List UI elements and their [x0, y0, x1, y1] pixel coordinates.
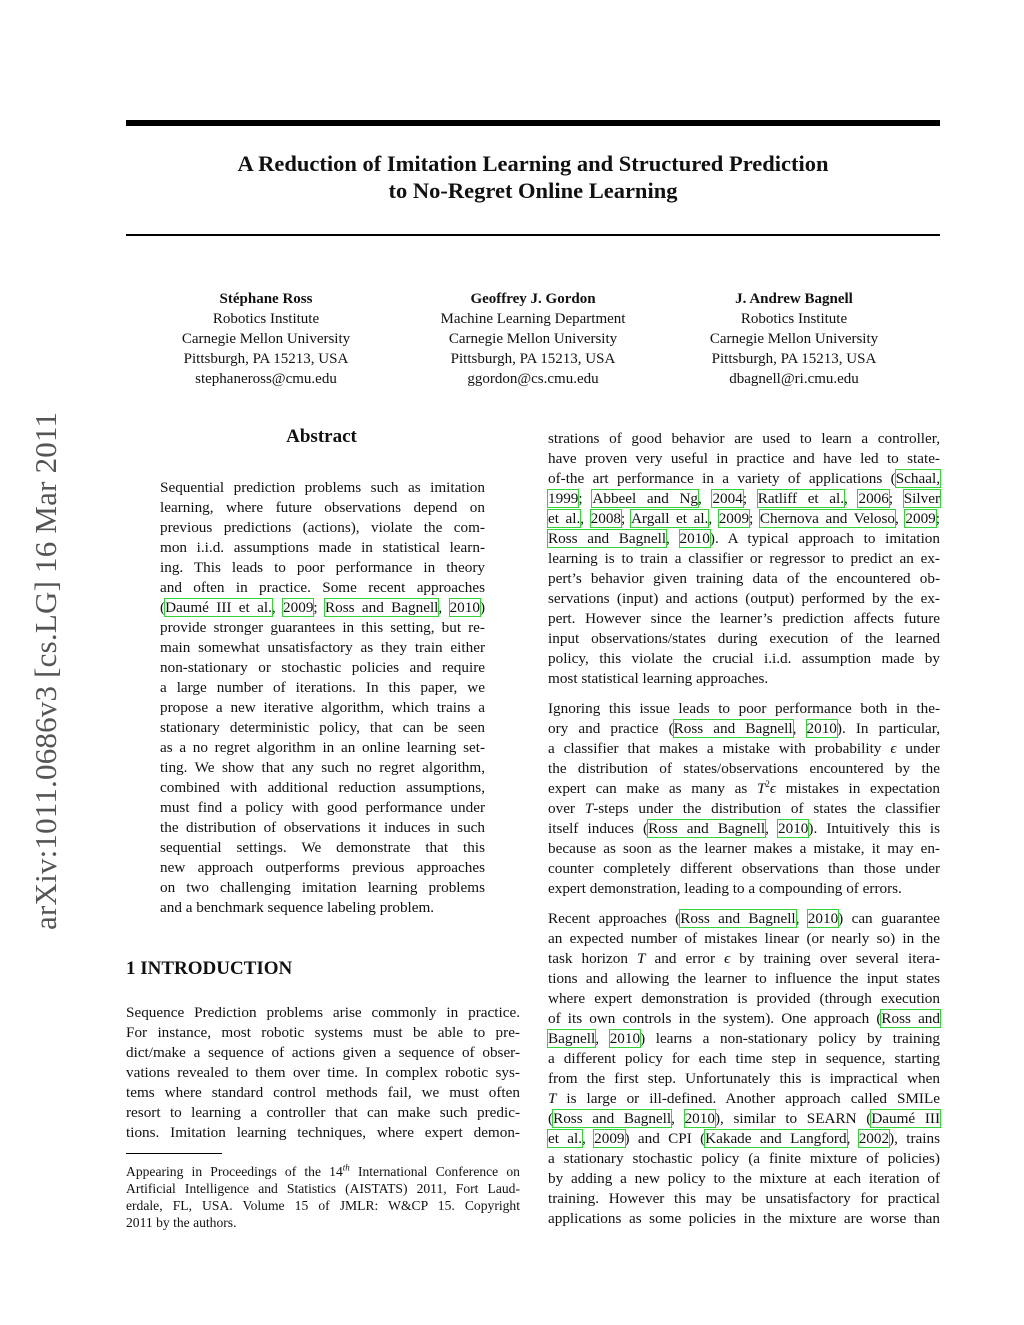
arxiv-identifier: arXiv:1011.0686v3 [cs.LG] 16 Mar 2011	[28, 411, 63, 930]
citation-link[interactable]: 2010	[684, 1110, 715, 1127]
abstract-line: combined with additional reduction assumptions,	[160, 779, 485, 796]
author-dept: Robotics Institute	[740, 311, 848, 327]
body-line: counter completely different observations than those under	[548, 860, 940, 877]
abstract-line: previous predictions (actions), violate the com-	[160, 519, 485, 536]
body-line: Ross and Bagnell, 2010). A typical approach to imitation	[548, 530, 940, 547]
body-line: from the first step. Unfortunately this is impractical when	[548, 1070, 940, 1087]
citation-link[interactable]: Ratliff et al.	[757, 490, 845, 507]
citation-link[interactable]: 2010	[449, 599, 480, 616]
citation-link[interactable]: Daumé III	[871, 1110, 941, 1127]
citation-link[interactable]: 2008	[590, 510, 622, 527]
abstract-citation-line: (Daumé III et al., 2009; Ross and Bagnell, 2010)	[160, 599, 485, 616]
introduction-body	[126, 1003, 520, 1143]
citation-link[interactable]: 2009	[594, 1130, 625, 1147]
body-line: applications as some policies in the mixture are worse than	[548, 1210, 940, 1227]
body-line: tions and allowing the learner to influence the input states	[548, 970, 940, 987]
author-dept: Robotics Institute	[212, 311, 320, 327]
citation-link[interactable]: Ross and Bagnell	[548, 530, 667, 547]
citation-link[interactable]: Ross and Bagnell	[324, 599, 439, 616]
abstract-line: main somewhat unsatisfactory as they train either	[160, 639, 485, 656]
citation-link[interactable]: Bagnell	[548, 1030, 596, 1047]
abstract-line: ting. We show that any such no regret algorithm,	[160, 759, 485, 776]
body-line: tions. Imitation learning techniques, where expert demon-	[126, 1124, 520, 1141]
citation-link[interactable]: 2009	[283, 599, 314, 616]
body-line: an expected number of mistakes linear (or nearly so) in the	[548, 930, 940, 947]
abstract-body	[160, 478, 485, 918]
citation-link[interactable]: 2010	[807, 910, 839, 927]
body-line: a stationary stochastic policy (a finite mixture of policies)	[548, 1150, 940, 1167]
abstract-line: and often in practice. Some recent approaches	[160, 579, 485, 596]
body-line: a different policy for each time step in sequence, starting	[548, 1050, 940, 1067]
body-line: by adding a new policy to the mixture at each iteration of	[548, 1170, 940, 1187]
abstract-line: sequential settings. We demonstrate that this	[160, 839, 485, 856]
abstract-heading: Abstract	[286, 426, 357, 447]
author-address: Pittsburgh, PA 15213, USA	[183, 351, 349, 367]
body-line: (Ross and Bagnell, 2010), similar to SEARN (Daumé III	[548, 1110, 941, 1127]
body-line: ory and practice (Ross and Bagnell, 2010). In particular,	[548, 720, 940, 737]
body-line: T is large or ill-defined. Another approach called SMILe	[548, 1090, 940, 1107]
footnote	[126, 1163, 520, 1231]
paper-title	[126, 150, 940, 204]
abstract-line: propose a new iterative algorithm, which trains a	[160, 699, 485, 716]
abstract-line: the distribution of observations it induces in such	[160, 819, 485, 836]
citation-link[interactable]: et al.	[548, 1130, 583, 1147]
citation-link[interactable]: 2009	[905, 510, 936, 527]
body-line: a classifier that makes a mistake with probability ϵ under	[548, 740, 940, 757]
abstract-line: stationary deterministic policy, that can be seen	[160, 719, 485, 736]
body-line: input observations/states during execution of the learned	[548, 630, 940, 647]
abstract-line: provide stronger guarantees in this setting, but re-	[160, 619, 485, 636]
body-line: Bagnell, 2010) learns a non-stationary policy by training	[548, 1030, 941, 1047]
body-line: pert’s behavior given training data of the encountered ob-	[548, 570, 940, 587]
abstract-line: Sequential prediction problems such as imitation	[160, 479, 485, 496]
author-university: Carnegie Mellon University	[181, 331, 351, 347]
citation-link[interactable]: 1999	[548, 490, 579, 507]
body-line: of its own controls in the system). One approach (Ross and	[548, 1010, 940, 1027]
citation-link[interactable]: 2010	[806, 720, 837, 737]
author-block	[413, 289, 653, 389]
citation-link[interactable]: Chernova and Veloso	[759, 510, 896, 527]
footnote-line: 2011 by the authors.	[126, 1215, 237, 1230]
title-line-1: A Reduction of Imitation Learning and Structured Prediction	[237, 151, 829, 176]
citation-link[interactable]: et al.	[548, 510, 581, 527]
author-address: Pittsburgh, PA 15213, USA	[711, 351, 877, 367]
body-line: For instance, most robotic systems must be able to pre-	[126, 1024, 520, 1041]
body-line: most statistical learning approaches.	[548, 670, 769, 687]
author-address: Pittsburgh, PA 15213, USA	[450, 351, 616, 367]
right-column	[548, 429, 940, 1229]
citation-link[interactable]: 2004	[712, 490, 743, 507]
footnote-rule	[126, 1153, 222, 1154]
body-line: itself induces (Ross and Bagnell, 2010). Intuitively this is	[548, 820, 940, 837]
body-line: where expert demonstration is provided (through execution	[548, 990, 940, 1007]
abstract-line: must find a policy with good performance under	[160, 799, 485, 816]
citation-link[interactable]: Ross and Bagnell	[673, 720, 793, 737]
abstract-line: a large number of iterations. In this paper, we	[160, 679, 485, 696]
body-line: strations of good behavior are used to learn a controller,	[548, 430, 940, 447]
body-line: 1999; Abbeel and Ng, 2004; Ratliff et al., 2006; Silver	[548, 490, 940, 507]
citation-link[interactable]: 2010	[679, 530, 710, 547]
citation-link[interactable]: Abbeel and Ng	[592, 490, 699, 507]
body-line: the distribution of states/observations encountered by the	[548, 760, 940, 777]
citation-link[interactable]: 2010	[609, 1030, 641, 1047]
body-line: et al., 2009) and CPI (Kakade and Langford, 2002), trains	[548, 1130, 940, 1147]
footnote-line: Artificial Intelligence and Statistics (AISTATS) 2011, Fort Laud-	[126, 1181, 520, 1196]
author-name: Geoffrey J. Gordon	[470, 291, 596, 307]
body-line: vations revealed to them over time. In complex robotic sys-	[126, 1064, 520, 1081]
body-line: task horizon T and error ϵ by training over several itera-	[548, 950, 941, 967]
body-line: Recent approaches (Ross and Bagnell, 2010) can guarantee	[548, 910, 941, 927]
body-line: tems where standard control methods fail, we must often	[126, 1084, 520, 1101]
citation-link[interactable]: Ross and Bagnell	[553, 1110, 672, 1127]
citation-link[interactable]: Ross and Bagnell	[680, 910, 796, 927]
citation-link[interactable]: 2010	[778, 820, 809, 837]
title-line-2: to No-Regret Online Learning	[388, 178, 678, 203]
citation-link[interactable]: Daumé III et al.	[165, 599, 272, 616]
abstract-line: new approach outperforms previous approaches	[160, 859, 485, 876]
section-heading-introduction: 1 INTRODUCTION	[126, 958, 293, 979]
abstract-line: as a no regret algorithm in an online learning set-	[160, 739, 485, 756]
body-line: because as soon as the learner makes a mistake, it may en-	[548, 840, 940, 857]
author-university: Carnegie Mellon University	[709, 331, 879, 347]
body-line: Ignoring this issue leads to poor performance both in the-	[548, 700, 940, 717]
author-dept: Machine Learning Department	[440, 311, 626, 327]
title-rule	[126, 234, 940, 236]
body-line: of-the art performance in a variety of applications (Schaal,	[548, 470, 940, 487]
abstract-line: and a benchmark sequence labeling problem.	[160, 899, 435, 916]
author-name: Stéphane Ross	[219, 291, 313, 307]
body-line: dict/make a sequence of actions given a sequence of obser-	[126, 1044, 520, 1061]
abstract-line: learning, where future observations depend on	[160, 499, 485, 516]
body-line: learning is to train a classifier or regressor to predict an ex-	[548, 550, 940, 567]
abstract-line: non-stationary or stochastic policies and require	[160, 659, 485, 676]
body-line: over T-steps under the distribution of states the classifier	[548, 800, 940, 817]
author-university: Carnegie Mellon University	[448, 331, 618, 347]
citation-link[interactable]: 2002	[858, 1130, 890, 1147]
citation-link[interactable]: 2009	[718, 510, 750, 527]
top-rule	[126, 120, 940, 126]
citation-link[interactable]: Kakade and Langford	[705, 1130, 847, 1147]
citation-link[interactable]: Argall et al.	[630, 510, 709, 527]
author-block	[674, 289, 914, 389]
citation-link[interactable]: 2006	[858, 490, 889, 507]
body-line: resort to learning a controller that can make such predic-	[126, 1104, 520, 1121]
body-line: policy, this violate the crucial i.i.d. assumption made by	[548, 650, 940, 667]
abstract-line: ing. This leads to poor performance in theory	[160, 559, 485, 576]
footnote-line: Appearing in Proceedings of the 14th International Conference on	[126, 1162, 520, 1179]
author-email: dbagnell@ri.cmu.edu	[729, 371, 859, 387]
body-line: servations (input) and actions (output) performed by the ex-	[548, 590, 940, 607]
abstract-line: mon i.i.d. assumptions made in statistical learn-	[160, 539, 485, 556]
author-email: stephaneross@cmu.edu	[195, 371, 337, 387]
citation-link[interactable]: Ross and	[881, 1010, 940, 1027]
body-line: Sequence Prediction problems arise commonly in practice.	[126, 1004, 520, 1021]
body-line: expert demonstration, leading to a compounding of errors.	[548, 880, 902, 897]
body-line: expert can make as many as $T^2\epsilon$ mistakes in expectation	[548, 778, 940, 797]
citation-link[interactable]: Silver	[903, 490, 940, 507]
body-line: et al., 2008; Argall et al., 2009; Chernova and Veloso, 2009;	[548, 510, 940, 527]
abstract-line: on two challenging imitation learning problems	[160, 879, 485, 896]
author-email: ggordon@cs.cmu.edu	[467, 371, 599, 387]
body-line: pert. However since the learner’s prediction affects future	[548, 610, 940, 627]
citation-link[interactable]: Schaal,	[895, 470, 940, 487]
author-name: J. Andrew Bagnell	[735, 291, 853, 307]
footnote-line: erdale, FL, USA. Volume 15 of JMLR: W&CP 15. Copyright	[126, 1198, 520, 1213]
citation-link[interactable]: Ross and Bagnell	[648, 820, 766, 837]
body-line: have proven very useful in practice and have led to state-	[548, 450, 940, 467]
author-block	[146, 289, 386, 389]
body-line: training. However this may be unsatisfactory for practical	[548, 1190, 940, 1207]
